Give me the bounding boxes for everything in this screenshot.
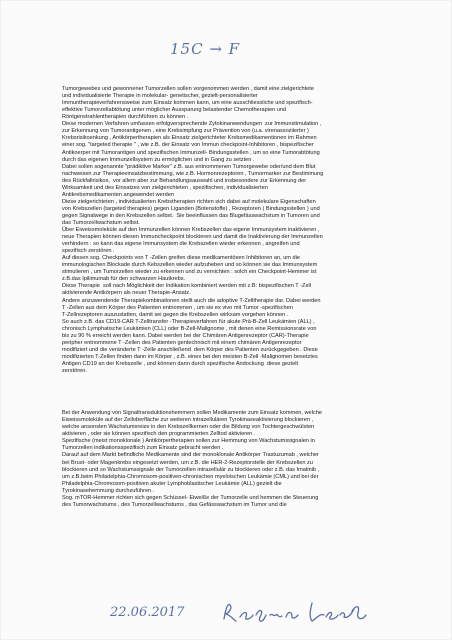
text-line: neue Therapien können diesen Immuncheckpoint blockieren und damit die Inaktivierung der Immunzellen <box>62 234 323 241</box>
text-line: des Rückfallrisikos, vor allem aber zur Behandlungsauswahl und insbesondere zur Erkennung der <box>62 177 307 184</box>
text-line: z.B.das Ipilimumab für den schwarzen Hautkrebs. <box>62 276 186 283</box>
text-line: peripher entnommene T -Zellen des Patienten gentechnisch mit einem chimären Antigenrezeptor <box>62 339 302 346</box>
text-line: modifizierten T-Zellen finden dann im Körper , z.B. eines bei den meisten B-Zell -Malignomen besetztes <box>62 353 318 360</box>
text-line: aktivierende Antikörpern als neuer Therapie-Ansatz. <box>62 290 191 297</box>
text-line: verhindern : so kann das eigene Immunsystem die Krebszellen wieder erkennen , angreifen und <box>62 241 300 248</box>
text-line: Philadelphia-Chromosom-positiven akuter Lymphoblastischer Leukämie (ALL) gezielt die <box>62 480 282 487</box>
text-line: Andere anzuwendende Therapiekombinationen stellt auch die adoptive T-Zelltherapie dar. Dabei werden <box>62 297 321 304</box>
text-line: Spezifische (meist monoklonale ) Antikörpertherapien sollen zur Hemmung von Wachstumssignalen in <box>62 438 315 445</box>
text-line: zur Erkennung von Tumorantigenen , eine Krebsimpfung zur Prävention von (u.a. virenassoziierter ) <box>62 128 309 135</box>
text-line: aktivieren , oder sie können spezifisch den programmierten Zelltod aktivieren . <box>62 431 256 438</box>
text-line: Tumorzellen indikationsspezifisch zum Einsatz gebracht werden . <box>62 445 224 452</box>
text-line: Diese modernen Verfahren umfassen erfolgversprechende Zytokinanwendungen zur Immunstimulation , <box>62 121 322 128</box>
text-line: T-Zellrezeptoren auszustatten, damit sei gegen die Krebszellen wirksam vorgehen können . <box>62 311 289 318</box>
text-line: von Krebszellen (targeted therapies) gegen Liganden (Botenstoffe) , Rezeptoren ( Bindungsstellen ) und <box>62 205 320 212</box>
handwritten-date: 22.06.2017 <box>110 605 185 620</box>
text-line: chronisch Lymphatische Leukämien (CLL) oder B-Zell-Malignome , mit denen eine Remissionsrate von <box>62 325 317 332</box>
paragraph-1 <box>62 86 424 375</box>
text-line: blockieren und so Wachstumssignale der Tumorzellen intrazellulär zu blockieren oder z.B. das Imatinib , <box>62 466 320 473</box>
paragraph-gap <box>62 389 424 396</box>
handwritten-top-note: 15C → F <box>170 40 241 58</box>
text-line: Wirksamkeit und des Einsatzes von zielgerichteten , spezifischen, individualisierten <box>62 184 268 191</box>
text-line: bei Brust- oder Magenkrebs eingesetzt werden, um z.B. die HER-2-Rezeptorstelle der Krebszellen zu <box>62 459 313 466</box>
text-line: einer sog. "targeted therapie " , wie z.B. der Einsatz von Immun checkpoint-Inhibitoren , bispezifischer <box>62 142 314 149</box>
text-line: Tyrokinasehemmung durchzuführen . <box>62 487 155 494</box>
text-line: des Tumorwachstums , des Tumorzellwachstums , das Gefässwachstum im Tumor und die <box>62 501 287 508</box>
text-line: um z.B.beim Philadelphia-Chromosom-positiven-chronischen myeloischen Leukämie (CML) und bei der <box>62 473 319 480</box>
text-line: zerstören. <box>62 367 87 374</box>
text-line: Antigen CD19 an der Krebszelle , und können dann durch spezifische Andockung diese gezielt <box>62 360 299 367</box>
text-line: immunologischen Blockade durch Kebszellen wieder aufzuheben und so können sie das Immunsystem <box>62 262 318 269</box>
text-line: Antikrebsmedikamenten angewendet werden <box>62 191 174 198</box>
handwritten-footer <box>110 605 370 627</box>
text-line: Antikoerper mit Tumorantigen und spezifischen Immunzell- Bindungsstellen , um so eine Tumorabtötung <box>62 149 320 156</box>
text-line: Krebsrisikoenkung , Antikörpertherapien als Einsatz zielgerichteter Krebsmedikamentionen im Rahmen <box>62 135 317 142</box>
text-line: und individualisierte Therapie in molekular- genetischer, gezielt-personalisierter <box>62 93 258 100</box>
text-line: Darauf auf dem Markt befindliche Medikamente sind der monoklonale Antikörper Trastuzumab , welcher <box>62 452 319 459</box>
text-line: Auf diesen sog. Checkpoints von T -Zellen greifen diese medikamentösen Inhibitoren an, um die <box>62 255 300 262</box>
text-line: modifiziert und die veränderte T -Zelle anschließend dem Körper des Patienten zurückgegeben . Diese <box>62 346 318 353</box>
handwritten-signature <box>220 599 370 625</box>
text-line: welche ansonsten Wachstumsreize in den Krebszellkernen oder die Bildung von Tochtergeschwülsten <box>62 424 315 431</box>
text-line: Immuntherapieverfahrensweise zum Einsatz kommen kann, um eine ausschliessliche und spezifisch- <box>62 100 313 107</box>
text-line: Tumorgewebes und gewonnener Tumorzellen sollen vorgenommen werden , damit eine zielgerichtete <box>62 86 314 93</box>
text-line: Sog. mTOR-Hemmer richten sich gegen Schüssel- Eiweiße der Tumorzelle und hemmen die Steuerung <box>62 494 319 501</box>
text-line: gegen Signalwege in den Krebszellen selbst. Sie beeinflussen das Blugefässwachstum in Tumoren und <box>62 212 320 219</box>
text-line: So auch z.B. das CD19-CAR T-Zelltransfer -Therapieverfahren für akute Prä-B-Zell Leukämien (ALL) , <box>62 318 315 325</box>
text-line: Über Eiweissmoleküle auf den Immunzellen können Krebszellen das eigene Immunsystem inaktivieren , <box>62 227 320 234</box>
text-line: durch das eigenen Immunzellsystem zu ermöglichen und in Gang zu setzten . <box>62 156 255 163</box>
text-line: Diese Therapie soll nach Möglichkeit der Indikation kombiniert werden mit z.B: bispezifischen T -Zell <box>62 283 312 290</box>
text-line: nachweisen zur Therapieeinsatzbestimmung, wie z.B. Hormonrezeptoren , Tumormarker zur Bestimmung <box>62 170 324 177</box>
paragraph-2 <box>62 410 424 509</box>
text-line: das Tumorzellwachstum selbst. <box>62 219 140 226</box>
text-line: Diese zielgerichteten , individualierten Krebstherapien richten sich dabei auf molekulare Eigenschaften <box>62 198 316 205</box>
text-line: bis zu 90 % erreicht werden kann. Dabei werden bei der Chimären Antigenrezeptor (CAR)-Therapie <box>62 332 309 339</box>
text-line: T -Zellen aus dem Körper des Patienten entnommen , um sie ex vivo mit Tumor -spezifischen <box>62 304 293 311</box>
text-line: Bei der Anwendung von Signaltransduktionshemmern sollen Medikamente zum Einsatz kommen, welche <box>62 410 322 417</box>
document-body <box>62 72 424 523</box>
text-line: Eiweissmoleküle auf der Zelloberfläche zur weiteren intrazellulären Tyrokinaseaktivierung blockieren , <box>62 417 314 424</box>
text-line: Dabei sollen sogenannte "prädiktive Marker" z.B. aus entnommenen Tumorgewebe oder/und dem Blut <box>62 163 316 170</box>
text-line: spezifisch zerstören . <box>62 248 115 255</box>
text-line: Röntgenstrahlentherapien durchführen zu können . <box>62 114 189 121</box>
text-line: effektive Tumorzellabtötung unter möglicher Aussparung belastender Chemotherapien und <box>62 107 287 114</box>
text-line: stimulieren , um Tumorzellen wieder zu erkennen und zu vernichten : solch ein Checkpoint-Hemmer ist <box>62 269 317 276</box>
